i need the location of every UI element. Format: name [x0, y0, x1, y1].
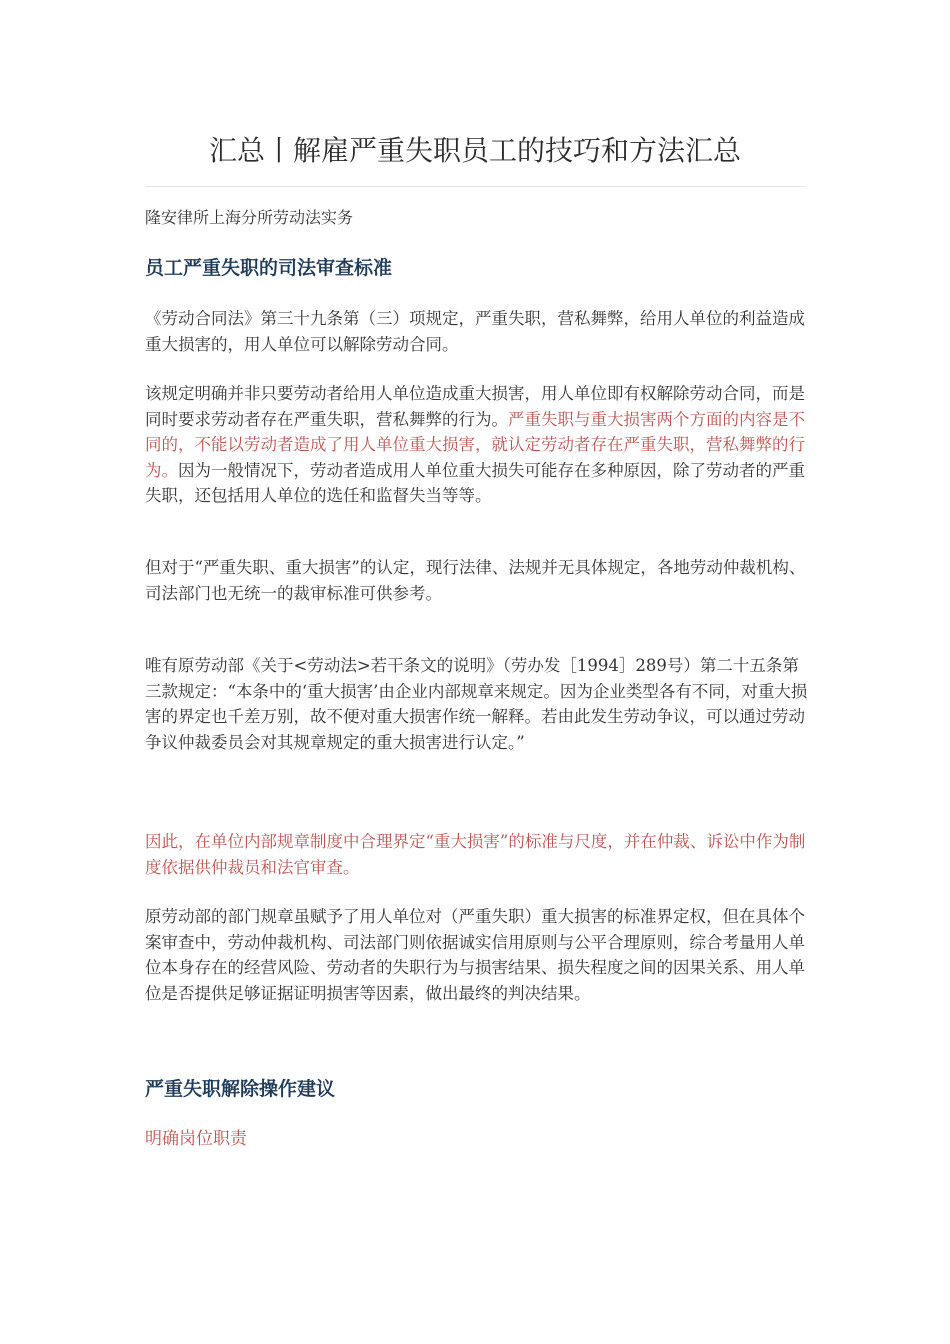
paragraph-interpretation	[145, 381, 810, 509]
section-heading-review-standard: 员工严重失职的司法审查标准	[145, 257, 393, 279]
paragraph-no-standard: 但对于“严重失职、重大损害”的认定，现行法律、法规并无具体规定，各地劳动仲裁机构、司法部门也无统一的裁审标准可供参考。	[145, 558, 806, 603]
section-heading-dismissal-advice: 严重失职解除操作建议	[145, 1078, 336, 1100]
highlighted-text: 严重失职与重大损害两个方面的内容是不同的，不能以劳动者造成了用人单位重大损害，就认定劳动者存在严重失职，营私舞弊的行为。	[145, 409, 805, 480]
paragraph-law-article: 《劳动合同法》第三十九条第（三）项规定，严重失职，营私舞弊，给用人单位的利益造成重大损害的，用人单位可以解除劳动合同。	[145, 309, 805, 354]
document-title: 汇总丨解雇严重失职员工的技巧和方法汇总	[208, 134, 741, 167]
paragraph-conclusion-highlight: 因此，在单位内部规章制度中合理界定“重大损害”的标准与尺度，并在仲裁、诉讼中作为制度依据供仲裁员和法官审查。	[145, 832, 806, 877]
source-line: 隆安律所上海分所劳动法实务	[145, 208, 354, 227]
paragraph-text: 该规定明确并非只要劳动者给用人单位造成重大损害，用人单位即有权解除劳动合同，而是同时要求劳动者存在严重失职，营私舞弊的行为。	[145, 384, 805, 429]
subheading-define-duties: 明确岗位职责	[145, 1129, 247, 1149]
paragraph-text: 因为一般情况下，劳动者造成用人单位重大损失可能存在多种原因，除了劳动者的严重失职，还包括用人单位的选任和监督失当等等。	[145, 460, 805, 505]
paragraph-ministry-note: 唯有原劳动部《关于<劳动法>若干条文的说明》（劳办发［1994］289号）第二十五条第三款规定：“本条中的‘重大损害’由企业内部规章来规定。因为企业类型各有不同，对重大损害的界定也千差万别，故不便对重大损害作统一解释。若由此发生劳动争议，可以通过劳动争议仲裁委员会对其规章规定的重大损害进行认定。”	[145, 656, 808, 752]
title-divider	[145, 186, 806, 187]
paragraph-judicial-review: 原劳动部的部门规章虽赋予了用人单位对（严重失职）重大损害的标准界定权，但在具体个案审查中，劳动仲裁机构、司法部门则依据诚实信用原则与公平合理原则，综合考量用人单位本身存在的经营风险、劳动者的失职行为与损害结果、损失程度之间的因果关系、用人单位是否提供足够证据证明损害等因素，做出最终的判决结果。	[145, 907, 805, 1003]
